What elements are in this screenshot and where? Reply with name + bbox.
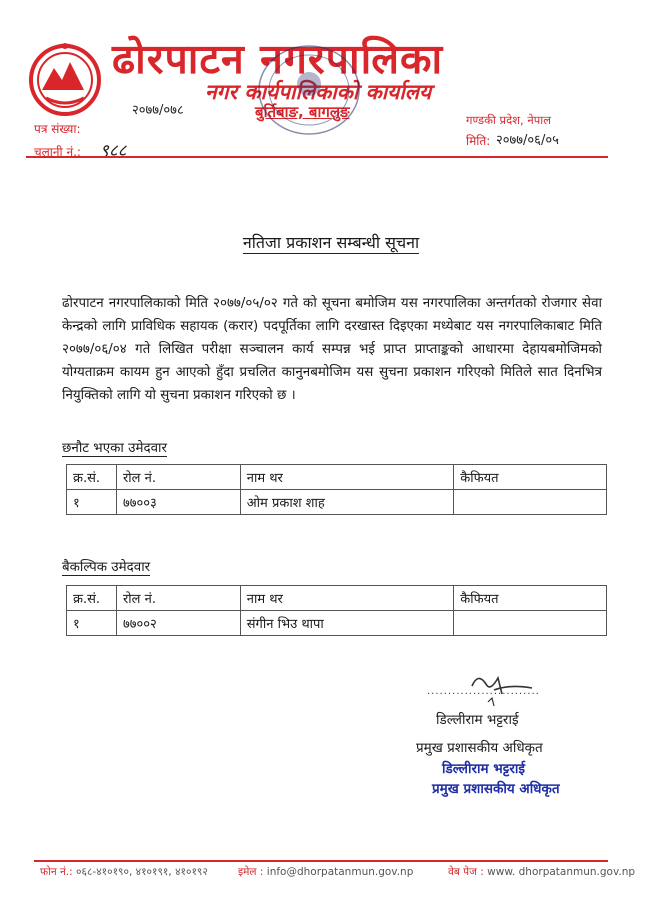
remarks-cell	[454, 611, 607, 636]
table-header-row	[67, 465, 607, 490]
remarks-cell	[454, 490, 607, 515]
email-address: info@dhorpatanmun.gov.np	[266, 866, 414, 878]
footer-divider	[34, 860, 608, 862]
title-stamp: प्रमुख प्रशासकीय अधिकृत	[432, 781, 560, 797]
table-header-row	[67, 586, 607, 611]
serial-cell: १	[67, 490, 117, 515]
signatory-title: प्रमुख प्रशासकीय अधिकृत	[416, 740, 543, 756]
fiscal-year: २०७७/०७८	[132, 103, 184, 118]
signature-line: ...........................	[427, 686, 540, 697]
phone-numbers: ०६८-४१०१९०, ४१०१९१, ४१०१९२	[76, 866, 208, 878]
website-url: www. dhorpatanmun.gov.np	[487, 866, 636, 878]
selected-candidates-heading: छनौट भएका उमेदवार	[62, 441, 167, 456]
column-header: रोल नं.	[116, 465, 240, 490]
roll-number-cell: ७७००३	[116, 490, 240, 515]
dispatch-number: ९८८	[100, 141, 127, 161]
office-address: बुर्तिबाङ, बागलुङ	[255, 103, 350, 121]
office-name: नगर कार्यपालिकाको कार्यालय	[205, 80, 432, 104]
column-header: क्र.सं.	[67, 465, 117, 490]
name-cell: संगीन भिउ थापा	[240, 611, 454, 636]
selected-candidates-table	[66, 464, 607, 515]
table-row	[67, 611, 607, 636]
footer-phone: फोन नं.: ०६८-४१०१९०, ४१०१९१, ४१०१९२	[40, 866, 208, 878]
column-header: नाम थर	[240, 465, 454, 490]
notice-title	[0, 231, 662, 253]
alternate-candidates-heading: बैकल्पिक उमेदवार	[62, 560, 151, 575]
column-header: कैफियत	[454, 465, 607, 490]
header-divider	[26, 156, 608, 158]
dispatch-number-label: चलानी नं.:	[34, 145, 81, 159]
column-header: नाम थर	[240, 586, 454, 611]
footer-email: इमेल : info@dhorpatanmun.gov.np	[238, 866, 414, 878]
notice-body: ढोरपाटन नगरपालिकाको मिति २०७७/०५/०२ गते को सूचना बमोजिम यस नगरपालिका अन्तर्गतको रोजगार सेवा केन्द्रको लागि प्राविधिक सहायक (करार) पदपूर्तिका लागि दरखास्त दिइएका मध्येबाट यस नगरपालिकाबाट मिति २०७७/०६/०४ गते लिखित परीक्षा सञ्चालन कार्य सम्पन्न भई प्राप्त प्राप्ताङ्कको आधारमा देहायबमोजिमको योग्यताक्रम कायम हुन आएको हुँदा प्रचलित कानुनबमोजिम यस सुचना प्रकाशन गरिएको मितिले सात दिनभित्र नियुक्तिको लागि यो सुचना प्रकाशन गरिएको छ ।	[62, 296, 602, 403]
footer-website: वेब पेज : www. dhorpatanmun.gov.np	[448, 866, 636, 878]
signatory-name: डिल्लीराम भट्टराई	[436, 712, 519, 728]
province-address: गण्डकी प्रदेश, नेपाल	[466, 113, 552, 127]
column-header: रोल नं.	[116, 586, 240, 611]
alternate-candidates-table	[66, 585, 607, 636]
name-stamp: डिल्लीराम भट्टराई	[442, 761, 525, 777]
table-row	[67, 490, 607, 515]
column-header: क्र.सं.	[67, 586, 117, 611]
date-label: मिति:	[466, 134, 491, 148]
nepal-emblem-icon	[26, 38, 104, 120]
round-seal-stamp	[253, 40, 365, 140]
notice-title-text: नतिजा प्रकाशन सम्बन्धी सूचना	[242, 233, 420, 252]
reference-number-label: पत्र संख्या:	[34, 122, 81, 136]
roll-number-cell: ७७००२	[116, 611, 240, 636]
column-header: कैफियत	[454, 586, 607, 611]
name-cell: ओम प्रकाश शाह	[240, 490, 454, 515]
serial-cell: १	[67, 611, 117, 636]
municipality-name: ढोरपाटन नगरपालिका	[112, 35, 444, 83]
date-value: २०७७/०६/०५	[496, 133, 559, 148]
